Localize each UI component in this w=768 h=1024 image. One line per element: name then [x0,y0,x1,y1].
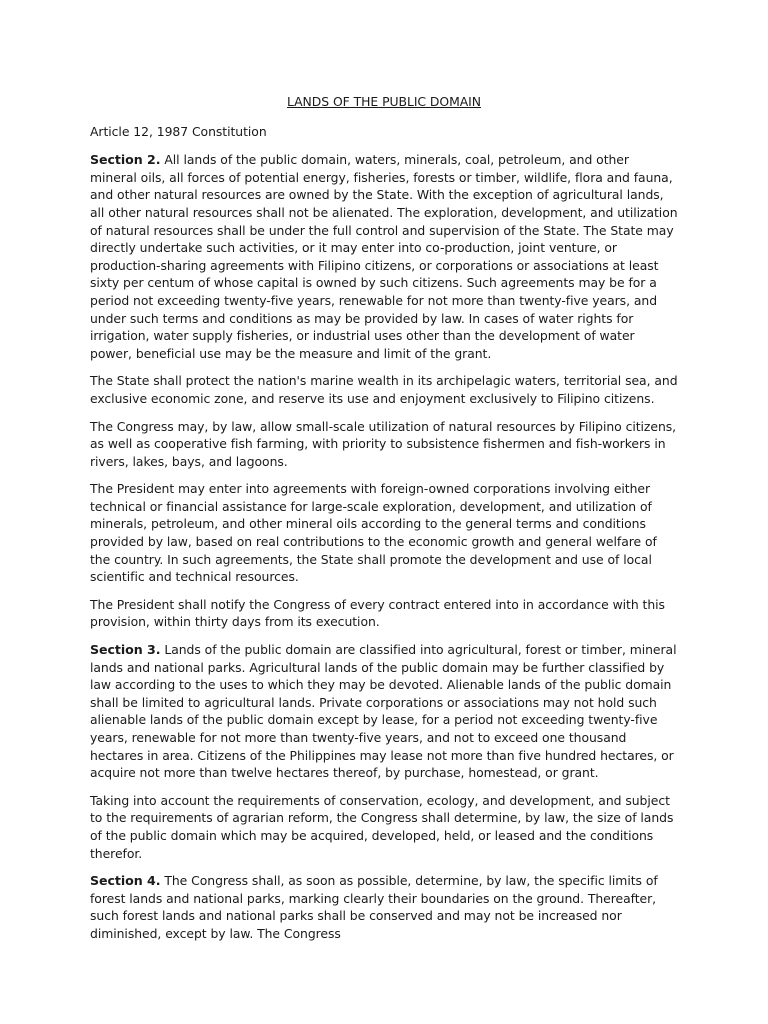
section-2-label: Section 2. [90,152,161,168]
president-notify-paragraph [90,596,678,631]
conservation-paragraph [90,792,678,862]
section-2-text: All lands of the public domain, waters, minerals, coal, petroleum, and other mineral oils, all forces of potential energy, fisheries, forests or timber, wildlife, flora and fauna, and other natural resources are owned by the State. With the exception of agricultural lands, all other natural resources shall not be alienated. The exploration, development, and utilization of natural resources shall be under the full control and supervision of the State. The State may directly undertake such activities, or it may enter into co-production, joint venture, or production-sharing agreements with Filipino citizens, or corporations or associations at least sixty per centum of whose capital is owned by such citizens. Such agreements may be for a period not exceeding twenty-five years, renewable for not more than twenty-five years, and under such terms and conditions as may be provided by law. In cases of water rights for irrigation, water supply fisheries, or industrial uses other than the development of water power, beneficial use may be the measure and limit of the grant. [90,152,678,361]
marine-wealth-text: The State shall protect the nation's marine wealth in its archipelagic waters, territorial sea, and exclusive economic zone, and reserve its use and enjoyment exclusively to Filipino citizens. [90,373,678,406]
article-heading: Article 12, 1987 Constitution [90,123,267,139]
president-agreements-text: The President may enter into agreements with foreign-owned corporations involving either technical or financial assistance for large-scale exploration, development, and utilization of minerals, petroleum, and other mineral oils according to the general terms and conditions provided by law, based on real contributions to the economic growth and general welfare of the country. In such agreements, the State shall promote the development and use of local scientific and technical resources. [90,481,657,585]
section-3-text: Lands of the public domain are classified into agricultural, forest or timber, mineral lands and national parks. Agricultural lands of the public domain may be further classified by law according to the uses to which they may be devoted. Alienable lands of the public domain shall be limited to agricultural lands. Private corporations or associations may not hold such alienable lands of the public domain except by lease, for a period not exceeding twenty-five years, renewable for not more than twenty-five years, and not to exceed one thousand hectares in area. Citizens of the Philippines may lease not more than five hundred hectares, or acquire not more than twelve hectares thereof, by purchase, homestead, or grant. [90,642,677,781]
section-4-label: Section 4. [90,873,161,889]
conservation-text: Taking into account the requirements of conservation, ecology, and development, and subject to the requirements of agrarian reform, the Congress shall determine, by law, the size of lands of the public domain which may be acquired, developed, held, or leased and the conditions therefor. [90,792,674,861]
section-4-text: The Congress shall, as soon as possible, determine, by law, the specific limits of forest lands and national parks, marking clearly their boundaries on the ground. Thereafter, such forest lands and national parks shall be conserved and may not be increased nor diminished, except by law. The Congress [90,873,658,941]
president-agreements-paragraph [90,480,678,586]
section-3-label: Section 3. [90,642,161,658]
marine-wealth-paragraph [90,372,678,407]
small-scale-paragraph [90,418,678,471]
document-page [90,93,678,953]
small-scale-text: The Congress may, by law, allow small-scale utilization of natural resources by Filipino citizens, as well as cooperative fish farming, with priority to subsistence fishermen and fish-workers in rivers, lakes, bays, and lagoons. [90,418,677,469]
section-3-paragraph [90,641,678,782]
document-title: LANDS OF THE PUBLIC DOMAIN [286,94,482,109]
section-2-paragraph [90,151,678,362]
section-4-paragraph [90,872,678,942]
president-notify-text: The President shall notify the Congress of every contract entered into in accordance with this provision, within thirty days from its execution. [90,596,665,630]
